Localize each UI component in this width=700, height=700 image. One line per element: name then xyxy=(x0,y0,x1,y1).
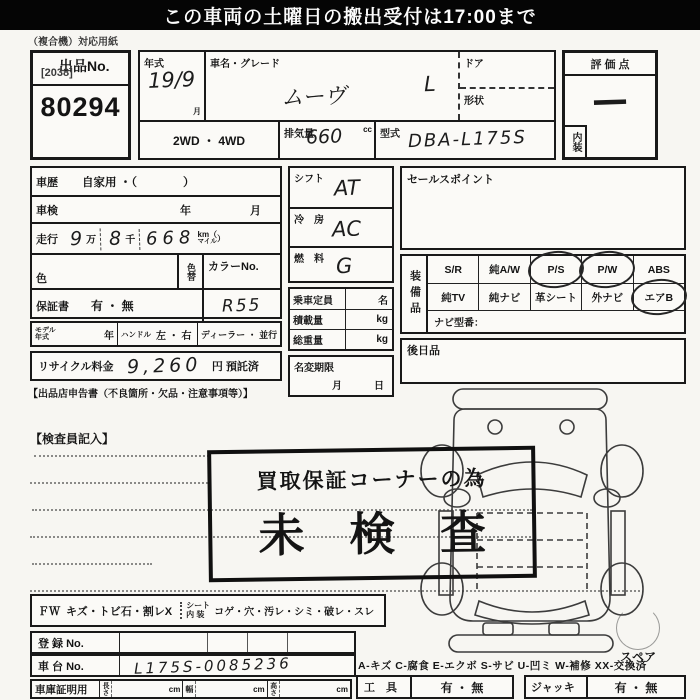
recycle-fee-value: 9,260 xyxy=(127,353,203,379)
transfer-day-unit: 日 xyxy=(374,381,384,392)
handle-field xyxy=(118,323,198,345)
spec-panel xyxy=(288,166,394,283)
model-code-value: DBA-L175S xyxy=(407,126,528,153)
equip-airbag xyxy=(633,284,684,310)
door-label: ドア xyxy=(464,59,484,70)
garage-length-unit: cm xyxy=(168,684,181,694)
equipment-label: 装備品 xyxy=(408,270,421,318)
model-year-value: 19/9 xyxy=(147,67,196,93)
ruled-line xyxy=(30,482,208,484)
handle-options: 左 ・ 右 xyxy=(156,330,192,342)
warranty-options: 有 ・ 無 xyxy=(91,299,134,313)
displacement-field xyxy=(280,122,376,158)
garage-cert-label: 車庫証明用 xyxy=(32,681,100,697)
car-name-value: ムーヴ xyxy=(280,83,347,112)
registration-cell xyxy=(248,633,288,652)
mileage-unit-km: km（ xyxy=(197,230,218,240)
shaken-label: 車検 xyxy=(36,204,58,217)
uninspected-stamp xyxy=(207,446,537,583)
car-history-row xyxy=(32,168,280,195)
color-row xyxy=(32,253,280,288)
seat-interior-label xyxy=(180,602,210,620)
lot-number-box xyxy=(30,50,131,160)
equip-ps-label: P/S xyxy=(547,263,565,276)
fw-label: ＦＷ xyxy=(38,605,60,618)
mileage-man-value: 9 xyxy=(69,227,83,250)
stamp-uninspected-text: 未 検 査 xyxy=(258,506,503,562)
chassis-value: L175S-0085236 xyxy=(133,653,293,678)
equipment-row-2 xyxy=(428,283,684,310)
mileage-rest-value: 668 xyxy=(139,227,196,250)
mileage-label: 走行 xyxy=(36,233,58,246)
modelyear-label-top: モデル xyxy=(35,327,56,334)
model-year-row xyxy=(30,321,282,347)
lot-bracket-stamp: [2038] xyxy=(41,67,73,79)
equip-sr xyxy=(428,256,478,283)
model-code-field xyxy=(376,122,554,158)
registration-row xyxy=(30,631,356,654)
equip-pw xyxy=(581,256,632,283)
damage-code-legend: A-キズ C-腐食 E-エクボ S-サビ U-凹ミ W-補修 XX-交換済 xyxy=(358,660,647,672)
chassis-label: 車 台 No. xyxy=(32,656,120,675)
ac-label: 冷 房 xyxy=(294,215,324,226)
displacement-unit: cc xyxy=(363,125,372,134)
shaken-year-unit: 年 xyxy=(180,204,191,217)
pickup-notice-banner xyxy=(0,0,700,30)
garage-length-cell xyxy=(111,681,169,697)
shift-value: AT xyxy=(333,175,361,201)
color-no-label: カラーNo. xyxy=(208,261,259,273)
shaken-month-unit: 月 xyxy=(250,204,261,217)
vehicle-header-box xyxy=(138,50,556,160)
equip-aw xyxy=(478,256,529,283)
lot-number-label: 出品No. xyxy=(59,58,110,74)
seat-condition-text: コゲ・穴・汚レ・シミ・破レ・スレ xyxy=(214,607,375,618)
fuel-value: G xyxy=(335,253,353,279)
equipment-row-1 xyxy=(428,256,684,283)
mileage-unit xyxy=(198,231,218,246)
ac-value: AC xyxy=(331,216,362,242)
warranty-row xyxy=(32,288,280,321)
dealer-options: ディーラー ・ 並行 xyxy=(200,329,278,340)
fuel-label: 燃 料 xyxy=(294,254,324,265)
transfer-month-unit: 月 xyxy=(332,381,342,392)
jack-label: ジャッキ xyxy=(526,677,588,697)
displacement-value: 660 xyxy=(305,125,343,149)
paper-type-note: （複合機）対応用紙 xyxy=(28,37,118,48)
model-year-label: 年式 xyxy=(144,59,164,70)
interior-grade-field xyxy=(565,125,587,157)
shift-field xyxy=(290,168,392,207)
equip-leather xyxy=(530,284,581,310)
drive-type-field xyxy=(140,122,280,158)
equip-ps xyxy=(530,256,581,283)
registration-cell xyxy=(120,633,208,652)
mileage-row xyxy=(32,222,280,253)
equip-navi-label: 純ナビ xyxy=(488,291,521,304)
equip-leather-label: 革シート xyxy=(535,291,578,304)
spare-tire-label: スペア xyxy=(620,650,657,664)
modelyear-label-bottom: 年式 xyxy=(35,334,49,341)
jack-options: 有 ・ 無 xyxy=(614,680,658,695)
recycle-fee-box xyxy=(30,351,282,381)
equip-extnavi-label: 外ナビ xyxy=(591,291,624,304)
model-code-label: 型式 xyxy=(380,129,400,140)
garage-cert-row xyxy=(30,679,352,699)
equip-aw-label: 純A/W xyxy=(489,264,521,276)
capacity-label: 乗車定員 xyxy=(290,289,346,309)
shift-label: シフト xyxy=(294,174,324,185)
ruled-line xyxy=(32,563,152,565)
color-no-value: R55 xyxy=(221,294,263,317)
mileage-sen-value: 8 xyxy=(100,227,122,250)
garage-length-label: 長さ xyxy=(102,682,109,696)
car-history-value: 自家用 ・（ ） xyxy=(82,176,195,189)
capacity-row xyxy=(290,289,392,309)
dealer-field xyxy=(198,323,280,345)
later-items-label: 後日品 xyxy=(407,345,440,357)
recycle-fee-label: リサイクル料金 xyxy=(38,361,114,373)
equip-navi xyxy=(478,284,529,310)
garage-height-unit: cm xyxy=(336,684,348,694)
chassis-row xyxy=(30,654,356,677)
equip-tv xyxy=(428,284,478,310)
garage-width-label: 幅 xyxy=(185,684,194,694)
warranty-label: 保証書 xyxy=(36,300,69,313)
door-shape-field xyxy=(458,52,554,120)
lot-number-value: 80294 xyxy=(40,92,121,122)
model-year-field xyxy=(140,52,206,120)
mileage-unit-close: ） xyxy=(217,234,226,243)
mileage-unit-mile: マイル xyxy=(197,238,217,246)
seat-label-bottom: 内 装 xyxy=(186,609,205,619)
later-items-box xyxy=(400,338,686,384)
modelyear-unit: 年 xyxy=(104,330,114,342)
ruled-line xyxy=(34,455,209,457)
load-unit: kg xyxy=(376,314,388,325)
car-name-field xyxy=(206,52,458,120)
color-change-label: 色替 xyxy=(186,262,196,281)
inspector-notes-heading: 【検査員記入】 xyxy=(30,432,115,446)
mileage-man-unit: 万 xyxy=(86,235,97,246)
fw-condition-box xyxy=(30,594,386,627)
tools-box xyxy=(356,675,514,699)
equip-extnavi xyxy=(581,284,632,310)
displacement-label: 排気量 xyxy=(284,129,314,140)
shape-label: 形状 xyxy=(464,96,484,107)
evaluation-score-label: 評 価 点 xyxy=(590,58,630,71)
lot-number-header xyxy=(33,53,128,86)
stamp-reason-text: 買取保証コーナーの為 xyxy=(256,467,487,494)
sales-point-label: セールスポイント xyxy=(407,174,495,186)
tools-label: 工 具 xyxy=(358,677,412,697)
garage-width-unit: cm xyxy=(253,684,265,694)
weight-label: 総重量 xyxy=(290,330,346,349)
transfer-deadline-label: 名変期限 xyxy=(294,363,334,374)
garage-width-cell xyxy=(195,681,253,697)
fuel-field xyxy=(290,246,392,281)
equip-abs-label: ABS xyxy=(647,263,670,276)
navi-model-label: ナビ型番： xyxy=(434,318,484,329)
car-grade-value: L xyxy=(423,71,437,97)
garage-height-label: 高さ xyxy=(269,682,277,696)
equip-sr-label: S/R xyxy=(444,263,462,276)
load-label: 積載量 xyxy=(290,310,346,329)
interior-grade-label: 内装 xyxy=(570,132,581,152)
garage-height-cell xyxy=(279,681,337,697)
modelyear-field xyxy=(32,323,118,345)
handle-label: ハンドル xyxy=(121,329,151,339)
tools-options: 有 ・ 無 xyxy=(440,680,484,695)
seat-label-top: シート xyxy=(186,600,211,610)
shaken-row xyxy=(32,195,280,222)
history-panel xyxy=(30,166,282,319)
capacity-panel xyxy=(288,287,394,351)
transfer-deadline-box xyxy=(288,355,394,397)
load-row xyxy=(290,309,392,329)
recycle-fee-unit: 円 預託済 xyxy=(211,361,259,373)
equip-airbag-label: エアB xyxy=(644,291,674,304)
drive-type-options: 2WD ・ 4WD xyxy=(172,133,245,148)
fw-condition-text: キズ・トビ石・割レX xyxy=(66,605,173,618)
equip-tv-label: 純TV xyxy=(441,291,466,304)
equipment-panel xyxy=(400,254,686,334)
evaluation-score-value: — xyxy=(591,78,629,122)
capacity-unit: 名 xyxy=(378,295,388,307)
weight-row xyxy=(290,329,392,349)
jack-box xyxy=(524,675,686,699)
model-year-unit: 月 xyxy=(193,107,201,116)
seller-declaration-heading: 【出品店申告書（不良箇所・欠品・注意事項等）】 xyxy=(28,389,253,400)
car-history-label: 車歴 xyxy=(36,176,58,189)
mileage-sen-unit: 千 xyxy=(125,235,136,246)
pickup-notice-text: この車両の土曜日の搬出受付は17:00まで xyxy=(163,6,537,28)
weight-unit: kg xyxy=(376,334,388,345)
registration-label: 登 録 No. xyxy=(32,633,120,652)
sales-point-box xyxy=(400,166,686,250)
equip-pw-label: P/W xyxy=(597,263,618,276)
ac-field xyxy=(290,207,392,246)
registration-cell xyxy=(208,633,248,652)
car-name-label: 車名・グレード xyxy=(210,59,280,70)
evaluation-score-box xyxy=(562,50,658,160)
color-label: 色 xyxy=(36,273,47,285)
